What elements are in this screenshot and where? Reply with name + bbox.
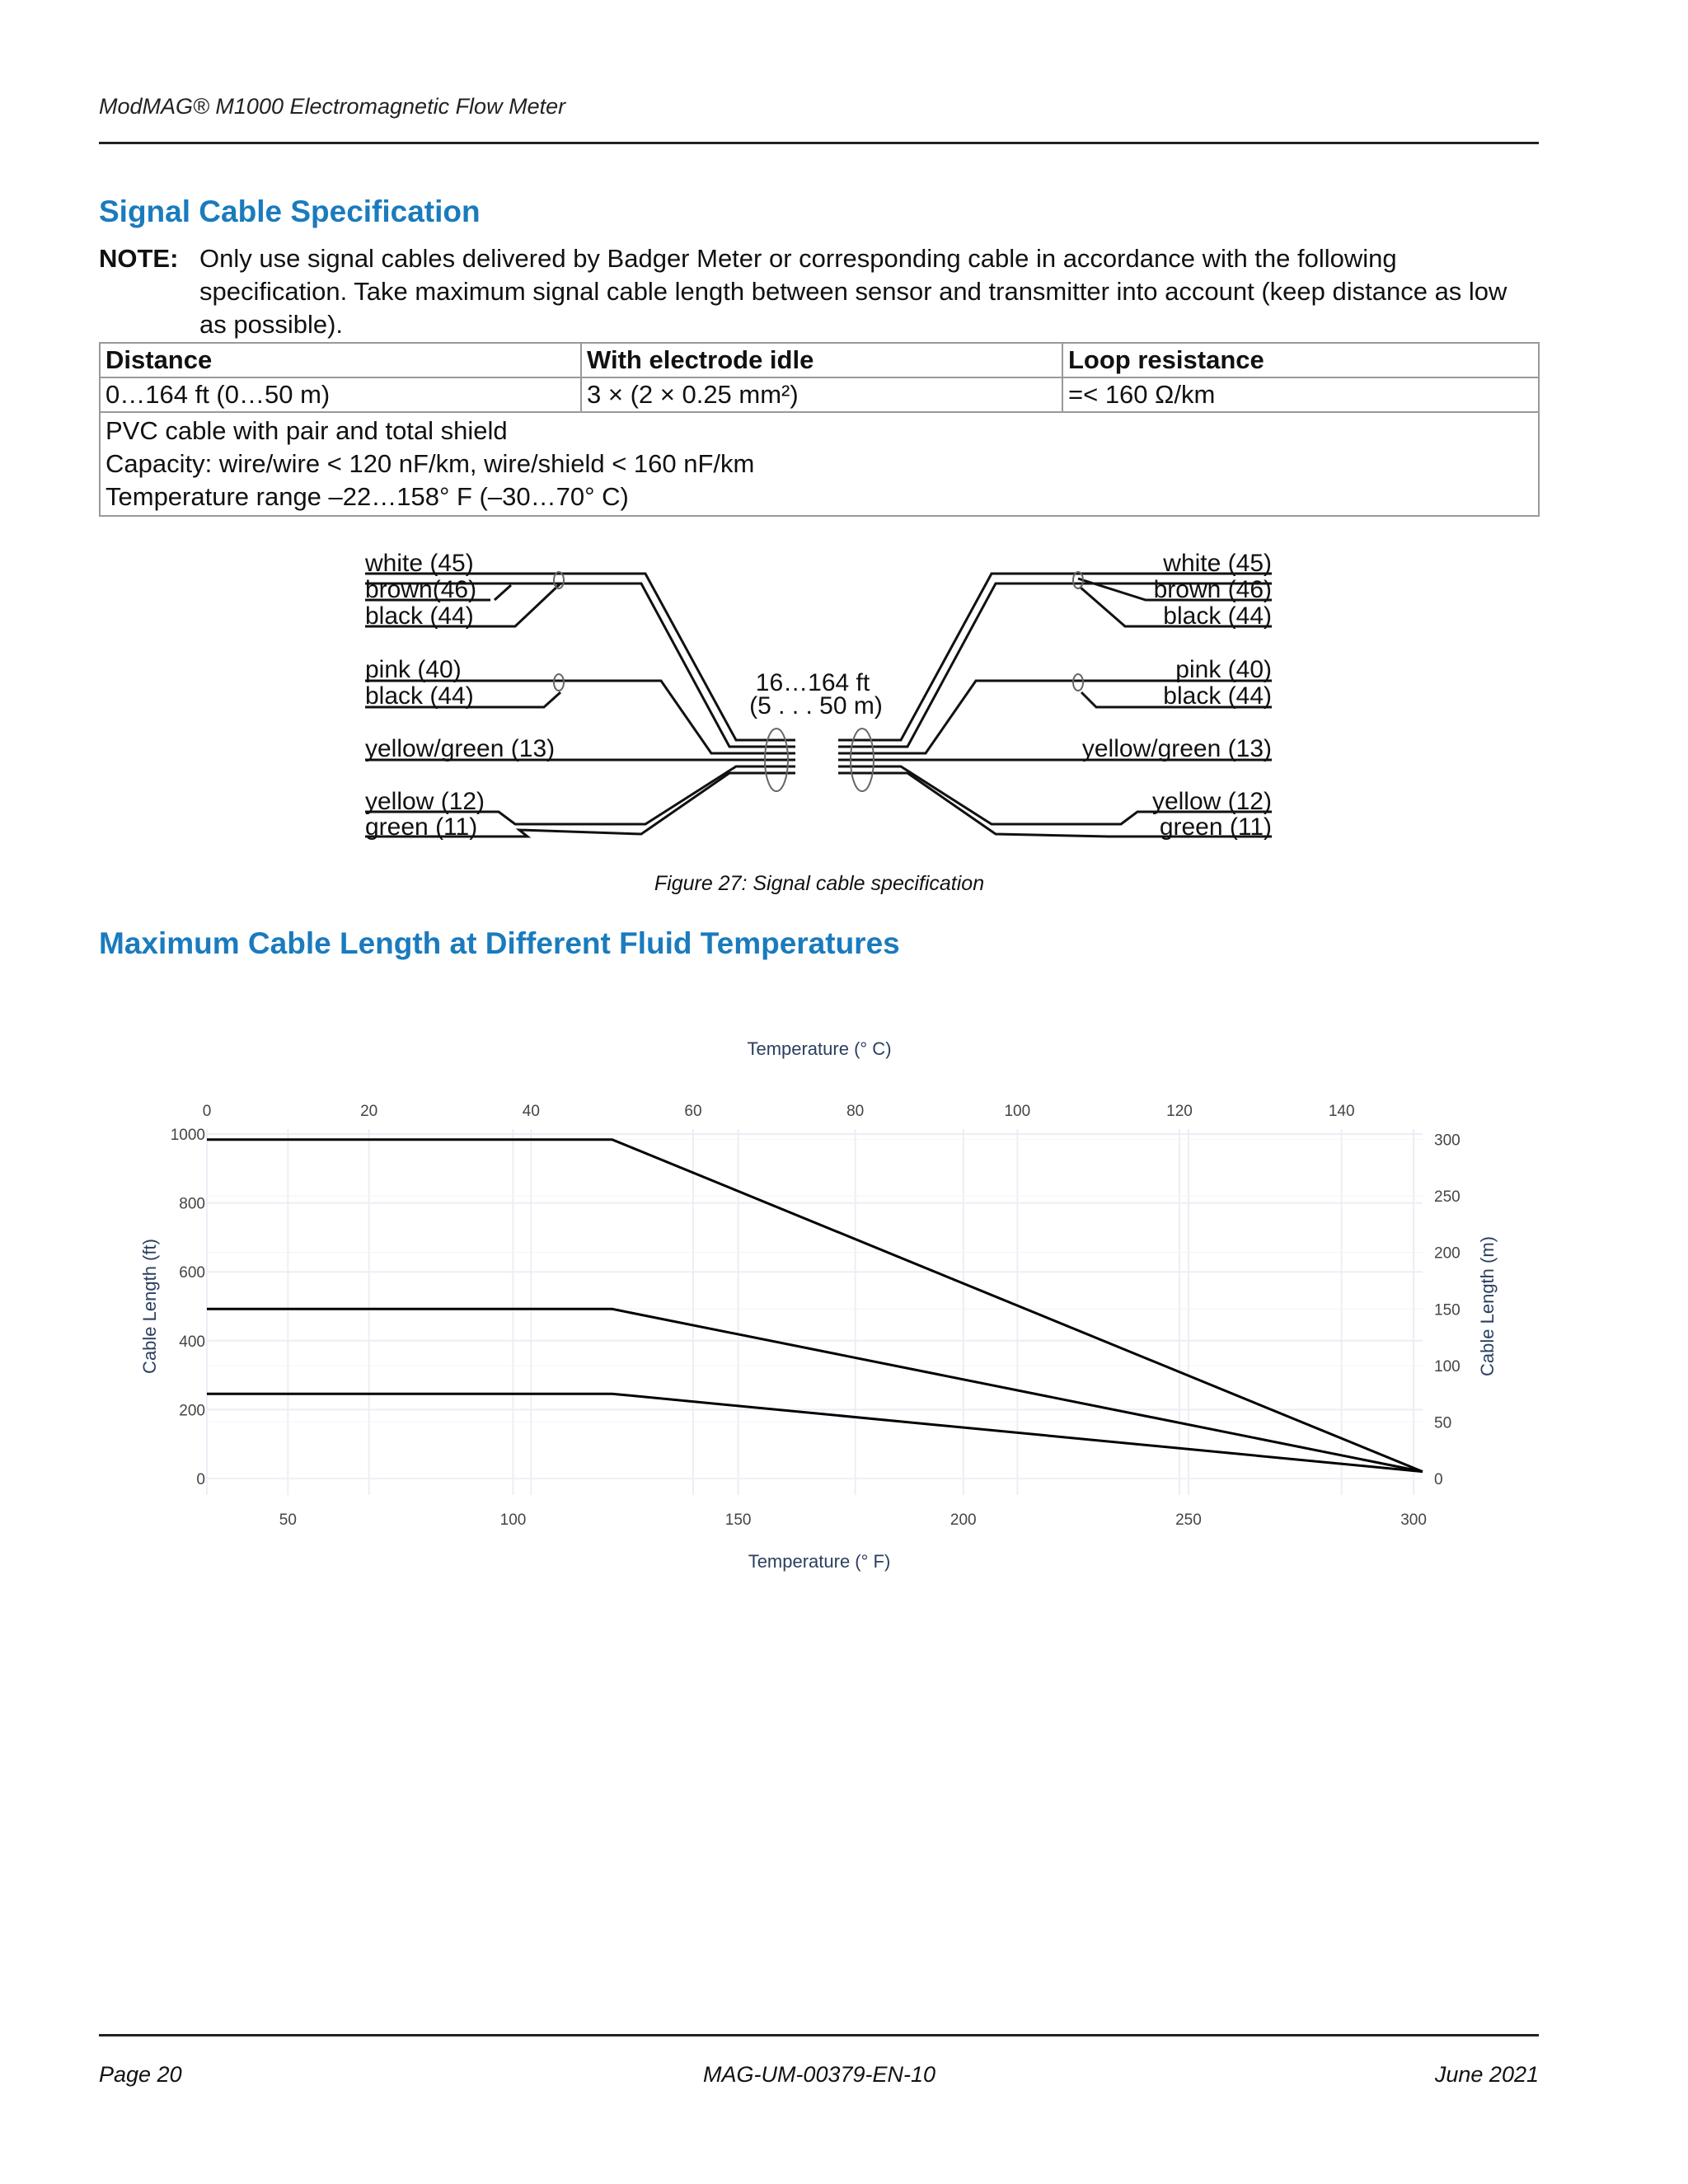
section-title-signal-cable: Signal Cable Specification	[99, 194, 481, 228]
table-header-cell: Distance	[100, 343, 581, 377]
wire-label-left: brown(46)	[365, 576, 477, 603]
x-bottom-tick-label: 150	[724, 1511, 752, 1529]
wire-label-left: black (44)	[365, 682, 474, 710]
table-header-cell: Loop resistance	[1062, 343, 1539, 377]
wire-label-right: white (45)	[1163, 550, 1272, 577]
series-line	[207, 1309, 1423, 1471]
y-right-tick-label: 100	[1434, 1357, 1461, 1376]
table-header-cell: With electrode idle	[581, 343, 1062, 377]
x-top-tick-label: 100	[1004, 1103, 1031, 1120]
cable-length-metric-label: (5 . . . 50 m)	[749, 692, 883, 719]
x-top-tick-label: 60	[684, 1103, 702, 1120]
x-top-axis-title: Temperature (° C)	[747, 1038, 892, 1059]
table-cell: =< 160 Ω/km	[1062, 377, 1539, 412]
x-top-tick-label: 120	[1166, 1103, 1193, 1120]
series-line	[207, 1394, 1423, 1471]
wire-label-left: white (45)	[365, 550, 474, 577]
y-right-tick-label: 250	[1434, 1188, 1461, 1207]
wire-label-right: yellow (12)	[1151, 788, 1272, 815]
x-top-tick-label: 20	[360, 1103, 378, 1120]
table-cell: 0…164 ft (0…50 m)	[100, 377, 581, 412]
x-top-tick-label: 40	[522, 1103, 540, 1120]
y-right-tick-label: 150	[1434, 1301, 1461, 1319]
y-right-tick-label: 50	[1434, 1414, 1452, 1432]
footer-document-id: MAG-UM-00379-EN-10	[702, 2062, 936, 2087]
signal-cable-wiring-diagram	[0, 0, 1688, 857]
x-top-tick-label: 0	[202, 1103, 212, 1120]
y-right-tick-label: 0	[1434, 1471, 1443, 1488]
x-bottom-tick-label: 200	[950, 1511, 977, 1529]
y-left-tick-label: 200	[179, 1402, 205, 1420]
table-cell: 3 × (2 × 0.25 mm²)	[581, 377, 1062, 412]
y-right-tick-label: 200	[1434, 1244, 1461, 1263]
footer-rule	[99, 2034, 1539, 2036]
x-bottom-axis-title: Temperature (° F)	[748, 1551, 891, 1572]
wire-label-left: yellow (12)	[365, 788, 485, 815]
figure-caption: Figure 27: Signal cable specification	[654, 872, 985, 895]
x-bottom-tick-label: 300	[1400, 1511, 1427, 1529]
x-bottom-tick-label: 100	[499, 1511, 527, 1529]
y-left-tick-label: 0	[196, 1471, 205, 1488]
x-bottom-tick-label: 250	[1175, 1511, 1202, 1529]
wire-label-right: black (44)	[1163, 602, 1272, 630]
x-top-tick-label: 140	[1328, 1103, 1355, 1120]
document-header-title: ModMAG® M1000 Electromagnetic Flow Meter	[99, 94, 566, 119]
wire-label-right: pink (40)	[1175, 656, 1272, 683]
wire-label-right: green (11)	[1159, 813, 1272, 841]
x-bottom-tick-label: 50	[279, 1511, 297, 1529]
y-left-axis-title: Cable Length (ft)	[139, 1239, 160, 1374]
table-note-line: Temperature range –22…158° F (–30…70° C)	[106, 482, 629, 511]
footer-date: June 2021	[1434, 2062, 1539, 2087]
wire-label-right: black (44)	[1163, 682, 1272, 710]
x-top-tick-label: 80	[846, 1103, 865, 1120]
y-left-tick-label: 1000	[170, 1127, 205, 1144]
wire-label-left: yellow/green (13)	[365, 735, 556, 762]
y-left-tick-label: 400	[179, 1333, 205, 1351]
max-cable-length-chart	[0, 972, 1688, 1599]
wire-label-left: pink (40)	[365, 656, 462, 683]
wire-label-left: black (44)	[365, 602, 474, 630]
y-left-tick-label: 600	[179, 1264, 205, 1282]
wire-label-right: yellow/green (13)	[1081, 735, 1272, 762]
table-note-line: Capacity: wire/wire < 120 nF/km, wire/shield < 160 nF/km	[106, 449, 755, 478]
note-text: Only use signal cables delivered by Badger Meter or corresponding cable in accordance with the following specification. Take maximum signal cable length between sensor and transmitter into account (keep distance as low as possible).	[199, 244, 1507, 339]
footer-page-number: Page 20	[99, 2062, 182, 2087]
y-left-tick-label: 800	[179, 1195, 205, 1213]
wire-label-left: green (11)	[365, 813, 478, 841]
wire-label-right: brown (46)	[1153, 576, 1272, 603]
note-label: NOTE:	[99, 244, 179, 273]
table-note-line: PVC cable with pair and total shield	[106, 416, 508, 445]
y-right-tick-label: 300	[1434, 1132, 1461, 1150]
section-title-max-cable-length: Maximum Cable Length at Different Fluid Temperatures	[99, 926, 900, 960]
cable-length-label: 16…164 ft	[755, 669, 870, 696]
y-right-axis-title: Cable Length (m)	[1477, 1236, 1498, 1376]
